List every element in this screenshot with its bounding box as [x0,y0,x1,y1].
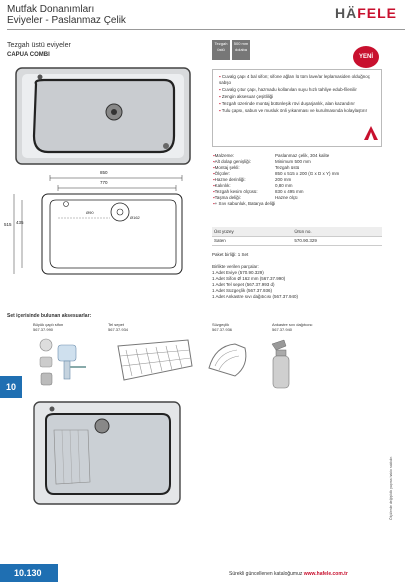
technical-drawing [10,170,195,290]
feature-item: ▪ Tulu çapsı, sabun ve musluk önli yıkanması ve kurulmasında kolaylaştırır [219,108,375,114]
header-divider [7,29,405,30]
sink-photo-top [14,66,192,166]
feature-item: ▪ Cuvalg çapı 4 bal sifon; sifone ağları lü tüm lave/ar leplamasiden olduğnoç sabşo [219,74,375,86]
spec-row: ▪ Malzeme: Paslanmaz çelik, 304 kalite [213,153,383,159]
accessory-label: Büyük çaplı sifon 567.37.990 [33,322,64,332]
accessories-title: Set içerisinde bulunan aksesuarlar: [7,313,92,319]
spec-row: ▪ Hazne derinliği: 200 mm [213,177,383,183]
brand-logo: HÄFELE [335,5,398,21]
table-header-cell: Üst yüzey [212,227,292,236]
accessory-label: Ankastre sıvı dağıtıcısı 567.37.940 [272,322,313,332]
accessory-label: Tel sepet 567.37.934 [108,322,129,332]
cabinet-icon: 500 mm dolaba [232,40,250,60]
spec-row: ▪ Tezgah kesim ölçüsü: 830 x 495 mm [213,189,383,195]
dim-height-outer: 515 [4,222,12,227]
wire-basket-photo [112,336,197,388]
new-badge: YENİ [353,46,379,68]
table-header-cell: Ürün no. [292,227,382,236]
table-cell: Saten [212,236,292,245]
section-subtitle: Eviyeler - Paslanmaz Çelik [7,15,126,26]
part-item: 1 Adet Tel sepet (567.37.993 d) [212,282,275,287]
footer-link[interactable]: www.hafele.com.tr [303,571,348,577]
features-box [212,69,382,147]
strainer-photo [205,338,253,386]
countertop-icon: Tezgah üstü [212,40,230,60]
spec-row: ▪ + Sıvı sabunluk, Batarya deliği [213,201,383,207]
sink-photo-perspective [32,400,182,506]
spec-row: ▪ Alt dolap genişliği: Minimum 500 mm [213,159,383,165]
side-note: Ölçülerde değişiklik yapma hakkı saklıdır. [389,456,393,520]
product-title: Tezgah üstü eviyeler [7,42,71,49]
spec-row: ▪ Montaj şekli: Tezgah üstü [213,165,383,171]
spec-row: ▪ Kalınlık: 0,80 mm [213,183,383,189]
table-row [212,236,382,245]
page-number: 10.130 [0,564,58,582]
dim-width-inner: 770 [100,180,108,185]
feature-item: ▪ Tezgah üzerinde montaj bütünleşik rövi duşarjanlık, alan kazandırır [219,101,375,107]
accessory-label: Süzgeçlik 567.37.936 [212,322,233,332]
soap-dispenser-photo [262,336,302,392]
dim-width-outer: 850 [100,170,108,175]
part-item: 1 Adet Süzgeçlik (567.37.936) [212,288,273,293]
section-tab: 10 [0,376,22,398]
hafele-flag-icon [364,126,378,140]
spec-row: ▪ Taşma deliği: Hazne ölçü [213,195,383,201]
table-header-row [212,227,382,236]
siphon-photo [34,337,89,389]
part-item: 1 Adet Sifon Ø 162 mm (567.37.990) [212,276,286,281]
order-table [212,227,382,246]
spec-list [213,153,383,207]
part-item: 1 Adet Ankastre sıvı dağıtıcısı (567.37.940) [212,294,299,299]
dim-drain-large: Ø162 [130,215,140,220]
section-title: Mutfak Donanımları [7,4,95,15]
parts-title: Birlikte verilen parçalar: [212,264,259,269]
feature-item: ▪ Cuvalg çıtur çapı, hazmadu kollanılan suyu hızlı tahliye edub-filenilir [219,87,375,93]
footer-text: Sürekli güncellenen kataloğumuz www.hafele.com.tr [229,571,348,577]
part-item: 1 Adet Eviye (570.90.329) [212,270,264,275]
dim-drain-small: Ø90 [86,210,94,215]
feature-item: ▪ Zengin aksesuar çeşitliliği [219,94,375,100]
included-parts [212,264,298,300]
product-model: CAPUA COMBI [7,52,50,58]
package-unit: Paket birliği: 1 Set [212,252,249,257]
spec-row: ▪ Ölçüler: 850 x 515 x 200 (G x D x Y) mm [213,171,383,177]
dim-height-inner: 435 [16,220,24,225]
table-cell: 570.90.329 [292,236,382,245]
